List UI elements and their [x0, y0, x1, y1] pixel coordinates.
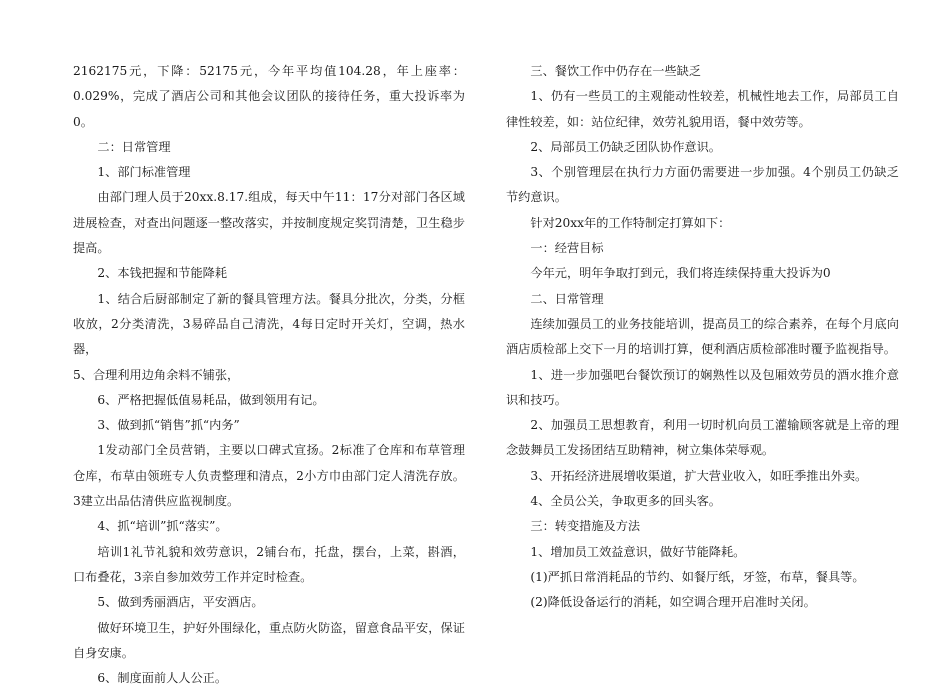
paragraph: 三、餐饮工作中仍存在一些缺乏 [530, 64, 702, 78]
paragraph: 6、制度面前人人公正。 [97, 671, 228, 686]
paragraph: 一：经营目标 [530, 241, 604, 256]
paragraph: 2、加强员工思想教育，利用一切时机向员工灌输顾客就是上帝的理念鼓舞员工发扬团结互助精神，树立集体荣辱观。 [506, 418, 899, 458]
paragraph: 3、开拓经济进展增收渠道，扩大营业收入，如旺季推出外卖。 [530, 468, 868, 483]
paragraph: 做好环境卫生，护好外围绿化，重点防火防盗，留意食品平安，保证自身安康。 [73, 620, 465, 660]
paragraph: 1、仍有一些员工的主观能动性较差，机械性地去工作，局部员工自律性较差，如：站位纪律，效劳礼貌用语，餐中效劳等。 [506, 89, 899, 129]
paragraph: 连续加强员工的业务技能培训，提高员工的综合素养，在每个月底向酒店质检部上交下一月的培训打算，便利酒店质检部准时覆予监视指导。 [506, 316, 899, 357]
paragraph: 针对20xx年的工作特制定打算如下： [530, 215, 731, 230]
paragraph: 1、进一步加强吧台餐饮预订的娴熟性以及包厢效劳员的酒水推介意识和技巧。 [506, 367, 899, 407]
paragraph: 3、做到抓“销售”抓“内务” [97, 418, 240, 433]
paragraph: 1、结合后厨部制定了新的餐具管理方法。餐具分批次，分类，分框收放，2分类清洗，3易碎品自己清洗，4每日定时开关灯，空调，热水器， [73, 291, 465, 357]
paragraph: (2)降低设备运行的消耗，如空调合理开启准时关闭。 [530, 595, 816, 610]
paragraph: 1发动部门全员营销，主要以口碑式宣扬。2标准了仓库和布草管理仓库，布草由领班专人负责整理和清点，2小方巾由部门定人清洗存放。3建立出品估清供应监视制度。 [73, 443, 465, 509]
paragraph: 3、个别管理层在执行力方面仍需要进一步加强。4个别员工仍缺乏节约意识。 [506, 165, 899, 205]
paragraph: 6、严格把握低值易耗品，做到领用有记。 [97, 392, 325, 407]
paragraph: 5、做到秀丽酒店，平安酒店。 [97, 595, 264, 610]
paragraph: 由部门理人员于20xx.8.17.组成，每天中午11：17分对部门各区域进展检查，对查出问题逐一整改落实，并按制度规定奖罚清楚，卫生稳步提高。 [73, 190, 465, 256]
paragraph: 4、抓“培训”抓“落实”。 [97, 519, 228, 534]
paragraph: 培训1礼节礼貌和效劳意识，2铺台布，托盘，摆台，上菜，斟酒，口布叠花，3亲自参加效劳工作并定时检查。 [73, 544, 465, 584]
left-column [73, 59, 465, 691]
paragraph: 三：转变措施及方法 [530, 519, 641, 534]
right-column [506, 59, 899, 616]
paragraph: 1、增加员工效益意识，做好节能降耗。 [530, 544, 746, 559]
paragraph: 2、局部员工仍缺乏团队协作意识。 [530, 139, 721, 154]
paragraph: 二、日常管理 [530, 291, 604, 306]
paragraph: 2、本钱把握和节能降耗 [97, 266, 228, 281]
paragraph: 二：日常管理 [97, 139, 171, 154]
paragraph: 4、全员公关，争取更多的回头客。 [530, 494, 721, 509]
paragraph: 1、部门标准管理 [97, 165, 191, 180]
paragraph: 2162175元，下降：52175元，今年平均值104.28，年上座率：0.029%，完成了酒店公司和其他会议团队的接待任务，重大投诉率为0。 [73, 64, 465, 129]
paragraph: 5、合理利用边角余料不铺张， [73, 367, 240, 382]
paragraph: 今年元，明年争取打到元，我们将连续保持重大投诉为0 [530, 266, 831, 281]
paragraph: (1)严抓日常消耗品的节约、如餐厅纸，牙签，布草，餐具等。 [530, 569, 865, 584]
